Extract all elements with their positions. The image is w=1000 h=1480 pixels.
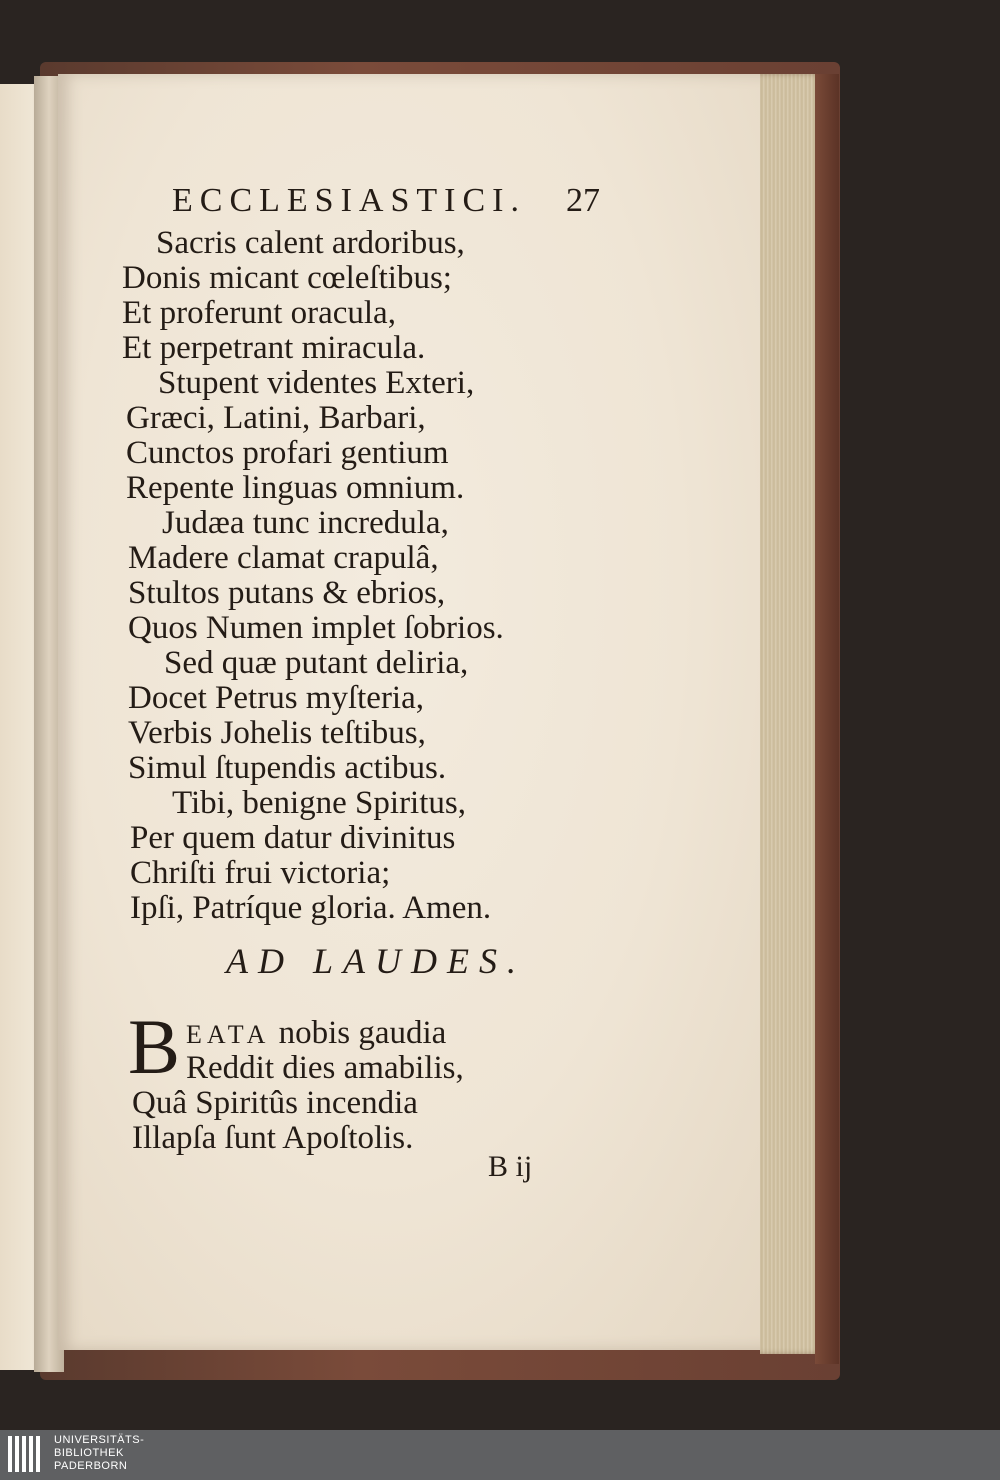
- verse-line: Per quem datur divinitus: [130, 820, 456, 856]
- verse-line: Et proferunt oracula,: [122, 295, 396, 331]
- running-head: ECCLESIASTICI.: [172, 182, 526, 219]
- first-word-smallcaps: EATA: [186, 1020, 271, 1049]
- verse-line: [186, 1016, 446, 1052]
- verse-line: Quâ Spiritûs incendia: [132, 1085, 418, 1121]
- verse-line: Græci, Latini, Barbari,: [126, 400, 426, 436]
- verse-line: Illapſa ſunt Apoſtolis.: [132, 1120, 414, 1156]
- verse-line: Sed quæ putant deliria,: [164, 645, 469, 681]
- verse-line: Repente linguas omnium.: [126, 470, 465, 506]
- verse-line: Madere clamat crapulâ,: [128, 540, 439, 576]
- drop-cap: B: [128, 1003, 181, 1090]
- verse-line: Donis micant cœleſtibus;: [122, 260, 452, 296]
- library-name-line: BIBLIOTHEK: [54, 1447, 124, 1459]
- verse-line: Cunctos profari gentium: [126, 435, 449, 471]
- verse-line: Quos Numen implet ſobrios.: [128, 610, 504, 646]
- verse-line: Docet Petrus myſteria,: [128, 680, 425, 716]
- verse-line: Chriſti frui victoria;: [130, 855, 391, 891]
- section-heading: AD LAUDES.: [226, 941, 526, 981]
- library-name-line: UNIVERSITÄTS-: [54, 1434, 145, 1446]
- verse-line: Judæa tunc incredula,: [162, 505, 449, 541]
- verse-line: Tibi, benigne Spiritus,: [172, 785, 466, 821]
- page-block-edge: [760, 74, 822, 1354]
- verse-line: Verbis Johelis teſtibus,: [128, 715, 426, 751]
- cover-edge: [815, 74, 839, 1364]
- library-name-line: PADERBORN: [54, 1460, 128, 1472]
- verse-line: Et perpetrant miracula.: [122, 330, 426, 366]
- signature-mark: B ij: [488, 1150, 533, 1183]
- verse-line: Reddit dies amabilis,: [186, 1050, 464, 1086]
- verse-line: Stupent videntes Exteri,: [158, 365, 475, 401]
- verse-line: Simul ſtupendis actibus.: [128, 750, 447, 786]
- verse-line: Ipſi, Patríque gloria. Amen.: [130, 890, 492, 926]
- library-logo-icon: [6, 1432, 46, 1476]
- page-number: 27: [566, 182, 600, 219]
- verse-line: Sacris calent ardoribus,: [156, 225, 465, 261]
- library-footer: [0, 1430, 1000, 1480]
- library-name: [54, 1434, 144, 1473]
- first-line-text: nobis gaudia: [278, 1015, 447, 1051]
- verse-line: Stultos putans & ebrios,: [128, 575, 446, 611]
